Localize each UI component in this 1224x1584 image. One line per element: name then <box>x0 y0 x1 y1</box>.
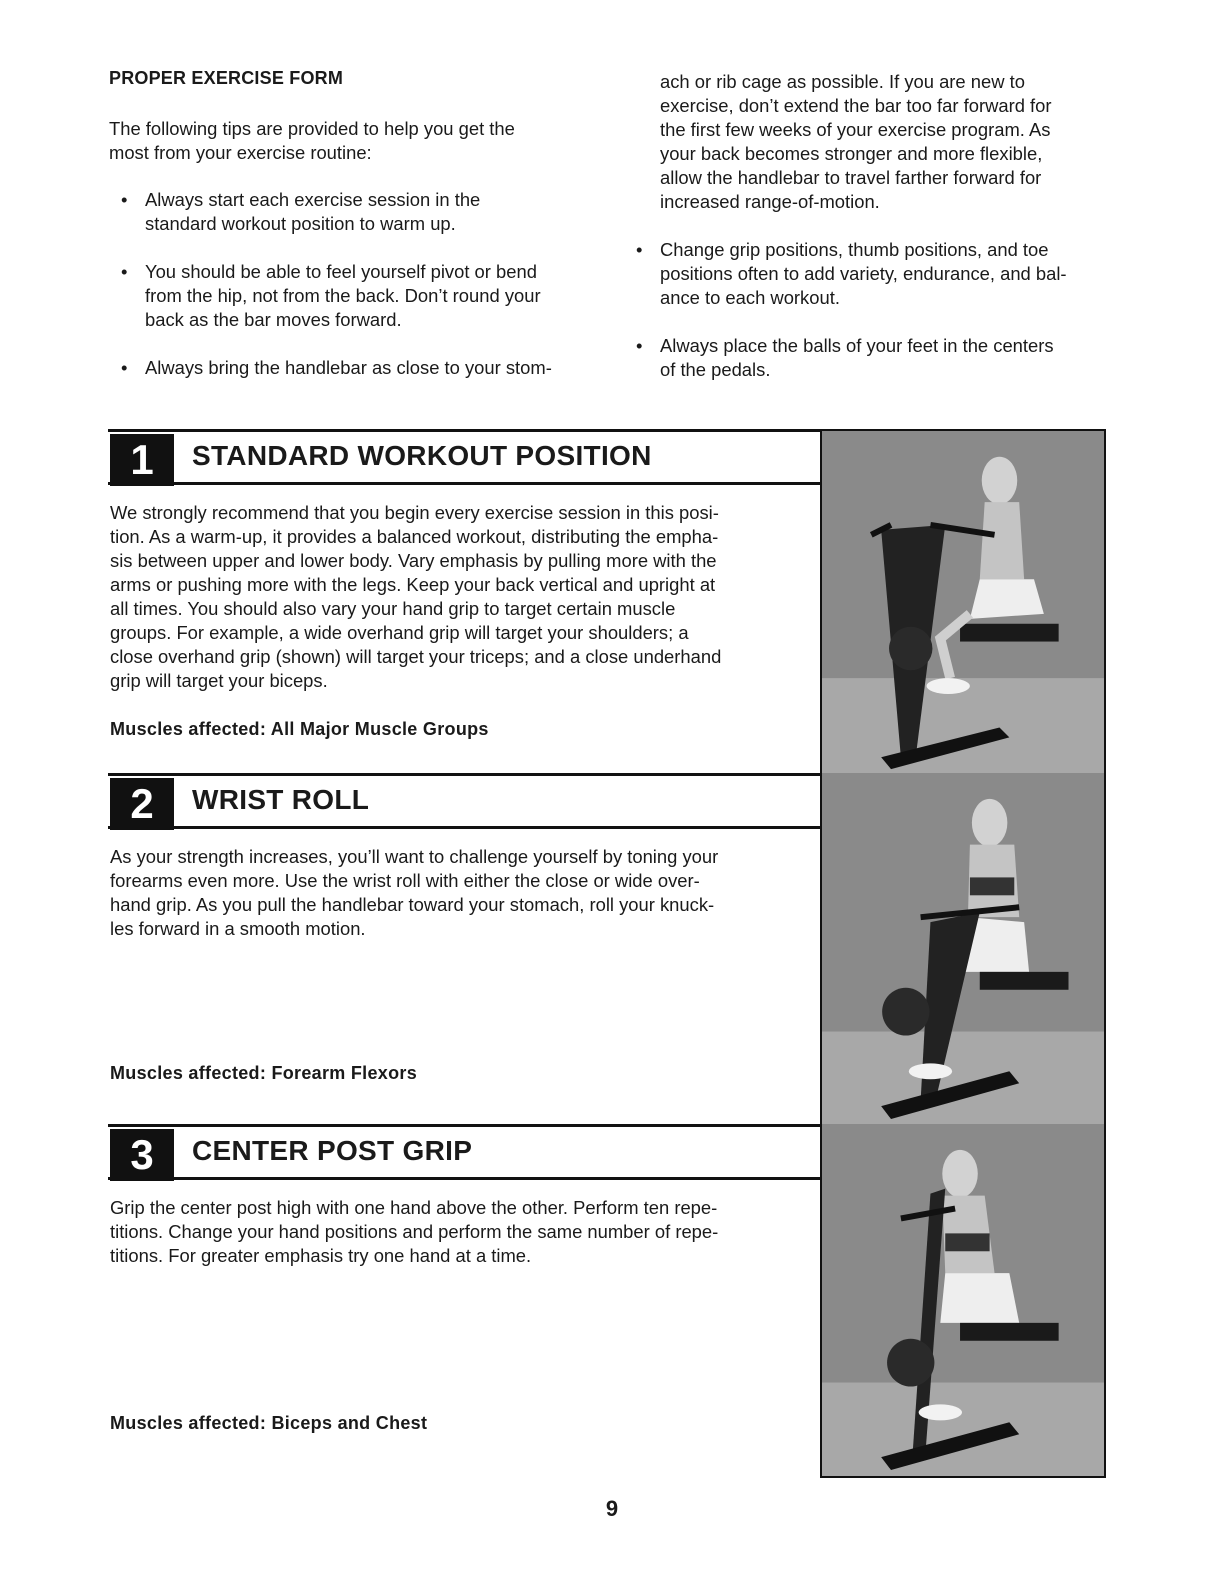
exercise-header <box>108 773 820 829</box>
text-line: increased range-of-motion. <box>660 191 880 212</box>
exercise-section-2 <box>108 773 1106 1125</box>
exercise-description <box>110 1196 790 1268</box>
exercise-header <box>108 429 820 485</box>
text-line: Change grip positions, thumb positions, and toe <box>660 239 1049 260</box>
list-item <box>624 334 1114 382</box>
exercise-photo <box>820 1124 1106 1478</box>
text-line: standard workout position to warm up. <box>145 213 456 234</box>
text-line: As your strength increases, you’ll want to challenge yourself by toning your <box>110 846 719 867</box>
bullet-icon: • <box>121 261 128 282</box>
exercise-title: WRIST ROLL <box>192 784 370 815</box>
exercise-photo <box>820 773 1106 1127</box>
exercise-description <box>110 845 790 941</box>
muscles-affected: Muscles affected: Biceps and Chest <box>110 1413 428 1433</box>
text-line: Always place the balls of your feet in the centers <box>660 335 1054 356</box>
text-line: titions. For greater emphasis try one hand at a time. <box>110 1245 532 1266</box>
text-line: Grip the center post high with one hand above the other. Perform ten repe- <box>110 1197 718 1218</box>
exercise-title: CENTER POST GRIP <box>192 1135 473 1166</box>
intro-paragraph <box>109 117 599 165</box>
bullet-icon: • <box>636 239 643 260</box>
text-line: tion. As a warm-up, it provides a balanced workout, distributing the empha- <box>110 526 719 547</box>
list-item <box>109 260 609 332</box>
list-item <box>109 356 609 380</box>
tips-list-right <box>624 70 1114 406</box>
text-line: grip will target your biceps. <box>110 670 328 691</box>
tips-list <box>624 238 1114 382</box>
text-line: forearms even more. Use the wrist roll with either the close or wide over- <box>110 870 700 891</box>
page-number: 9 <box>605 1496 619 1521</box>
exercise-section-1 <box>108 429 1106 775</box>
exercise-description <box>110 501 790 693</box>
muscles-affected: Muscles affected: All Major Muscle Groups <box>110 719 489 739</box>
text-line: the first few weeks of your exercise program. As <box>660 119 1051 140</box>
exercise-header <box>108 1124 820 1180</box>
bullet-icon: • <box>636 335 643 356</box>
bullet-icon: • <box>121 357 128 378</box>
exercise-number: 1 <box>110 434 174 486</box>
text-line: all times. You should also vary your hand grip to target certain muscle <box>110 598 676 619</box>
text-line: The following tips are provided to help you get the <box>109 118 515 139</box>
list-item <box>109 188 609 236</box>
text-line: close overhand grip (shown) will target your triceps; and a close underhand <box>110 646 722 667</box>
text-line: of the pedals. <box>660 359 771 380</box>
text-line: Always bring the handlebar as close to your stom- <box>145 357 552 378</box>
list-item-continuation <box>624 70 1114 214</box>
text-line: We strongly recommend that you begin every exercise session in this posi- <box>110 502 719 523</box>
text-line: your back becomes stronger and more flexible, <box>660 143 1043 164</box>
text-line: ach or rib cage as possible. If you are new to <box>660 71 1025 92</box>
text-line: ance to each workout. <box>660 287 840 308</box>
text-line: from the hip, not from the back. Don’t round your <box>145 285 541 306</box>
exercise-number: 2 <box>110 778 174 830</box>
text-line: You should be able to feel yourself pivot or bend <box>145 261 537 282</box>
muscles-affected: Muscles affected: Forearm Flexors <box>110 1063 418 1083</box>
text-line: groups. For example, a wide overhand grip will target your shoulders; a <box>110 622 689 643</box>
exercise-photo <box>820 429 1106 777</box>
exercise-title: STANDARD WORKOUT POSITION <box>192 440 652 471</box>
text-line: positions often to add variety, endurance, and bal- <box>660 263 1067 284</box>
exercise-number: 3 <box>110 1129 174 1181</box>
text-line: titions. Change your hand positions and perform the same number of repe- <box>110 1221 719 1242</box>
text-line: back as the bar moves forward. <box>145 309 402 330</box>
text-line: arms or pushing more with the legs. Keep your back vertical and upright at <box>110 574 716 595</box>
text-line: les forward in a smooth motion. <box>110 918 366 939</box>
text-line: most from your exercise routine: <box>109 142 372 163</box>
text-line: sis between upper and lower body. Vary emphasis by pulling more with the <box>110 550 717 571</box>
text-line: hand grip. As you pull the handlebar toward your stomach, roll your knuck- <box>110 894 715 915</box>
tips-list-left <box>109 188 609 404</box>
text-line: Always start each exercise session in the <box>145 189 481 210</box>
text-line: exercise, don’t extend the bar too far forward for <box>660 95 1052 116</box>
section-heading: PROPER EXERCISE FORM <box>109 68 344 88</box>
exercise-section-3 <box>108 1124 1106 1476</box>
bullet-icon: • <box>121 189 128 210</box>
text-line: allow the handlebar to travel farther forward for <box>660 167 1042 188</box>
list-item <box>624 238 1114 310</box>
